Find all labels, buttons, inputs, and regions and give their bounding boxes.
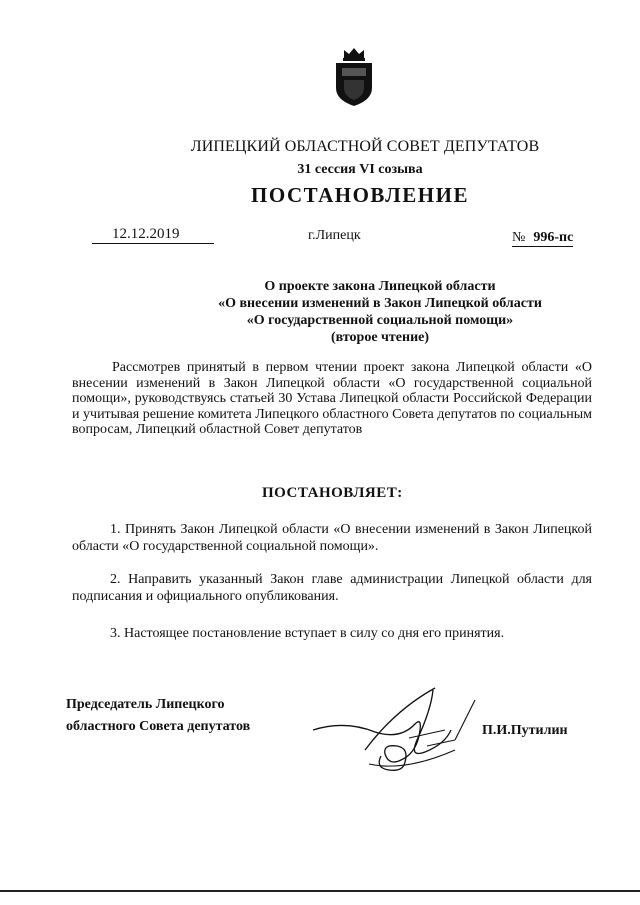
document-date: 12.12.2019 [92, 225, 214, 244]
document-number [512, 230, 573, 247]
position-line: Председатель Липецкого [66, 697, 225, 712]
decree-item: 1. Принять Закон Липецкой области «О внесении изменений в Закон Липецкой области «О государственной социальной помощи». [72, 522, 592, 554]
session-label: 31 сессия VI созыва [297, 162, 423, 177]
number-sign: № [512, 230, 526, 245]
decree-item: 3. Настоящее постановление вступает в силу со дня его принятия. [110, 626, 505, 641]
subject-line: «О внесении изменений в Закон Липецкой области [218, 296, 542, 311]
chairman-position [66, 694, 250, 738]
preamble-paragraph: Рассмотрев принятый в первом чтении проект закона Липецкой области «О внесении изменений в Закон Липецкой области «О государственной социальной помощи», руководствуясь статьей 30 Устава Липецкой области Российской Федерации и учитывая решение комитета Липецкого областного Совета депутатов по социальным вопросам, Липецкий областной Совет депутатов [72, 360, 592, 437]
handwritten-signature [305, 680, 485, 776]
document-subject [120, 278, 640, 346]
document-title: ПОСТАНОВЛЕНИЕ [251, 183, 469, 207]
document-city: г.Липецк [308, 228, 361, 243]
signer-name: П.И.Путилин [482, 723, 568, 738]
subject-line: (второе чтение) [330, 330, 430, 345]
number-value: 996-пс [533, 230, 574, 245]
page-bottom-rule [0, 890, 640, 892]
subject-line: «О государственной социальной помощи» [246, 313, 514, 328]
council-name: ЛИПЕЦКИЙ ОБЛАСТНОЙ СОВЕТ ДЕПУТАТОВ [190, 138, 540, 155]
coat-of-arms-icon [328, 46, 380, 108]
decree-item: 2. Направить указанный Закон главе администрации Липецкой области для подписания и официального опубликования. [72, 572, 592, 604]
decree-heading: ПОСТАНОВЛЯЕТ: [262, 485, 403, 501]
subject-line: О проекте закона Липецкой области [264, 279, 496, 294]
position-line: областного Совета депутатов [66, 719, 251, 734]
